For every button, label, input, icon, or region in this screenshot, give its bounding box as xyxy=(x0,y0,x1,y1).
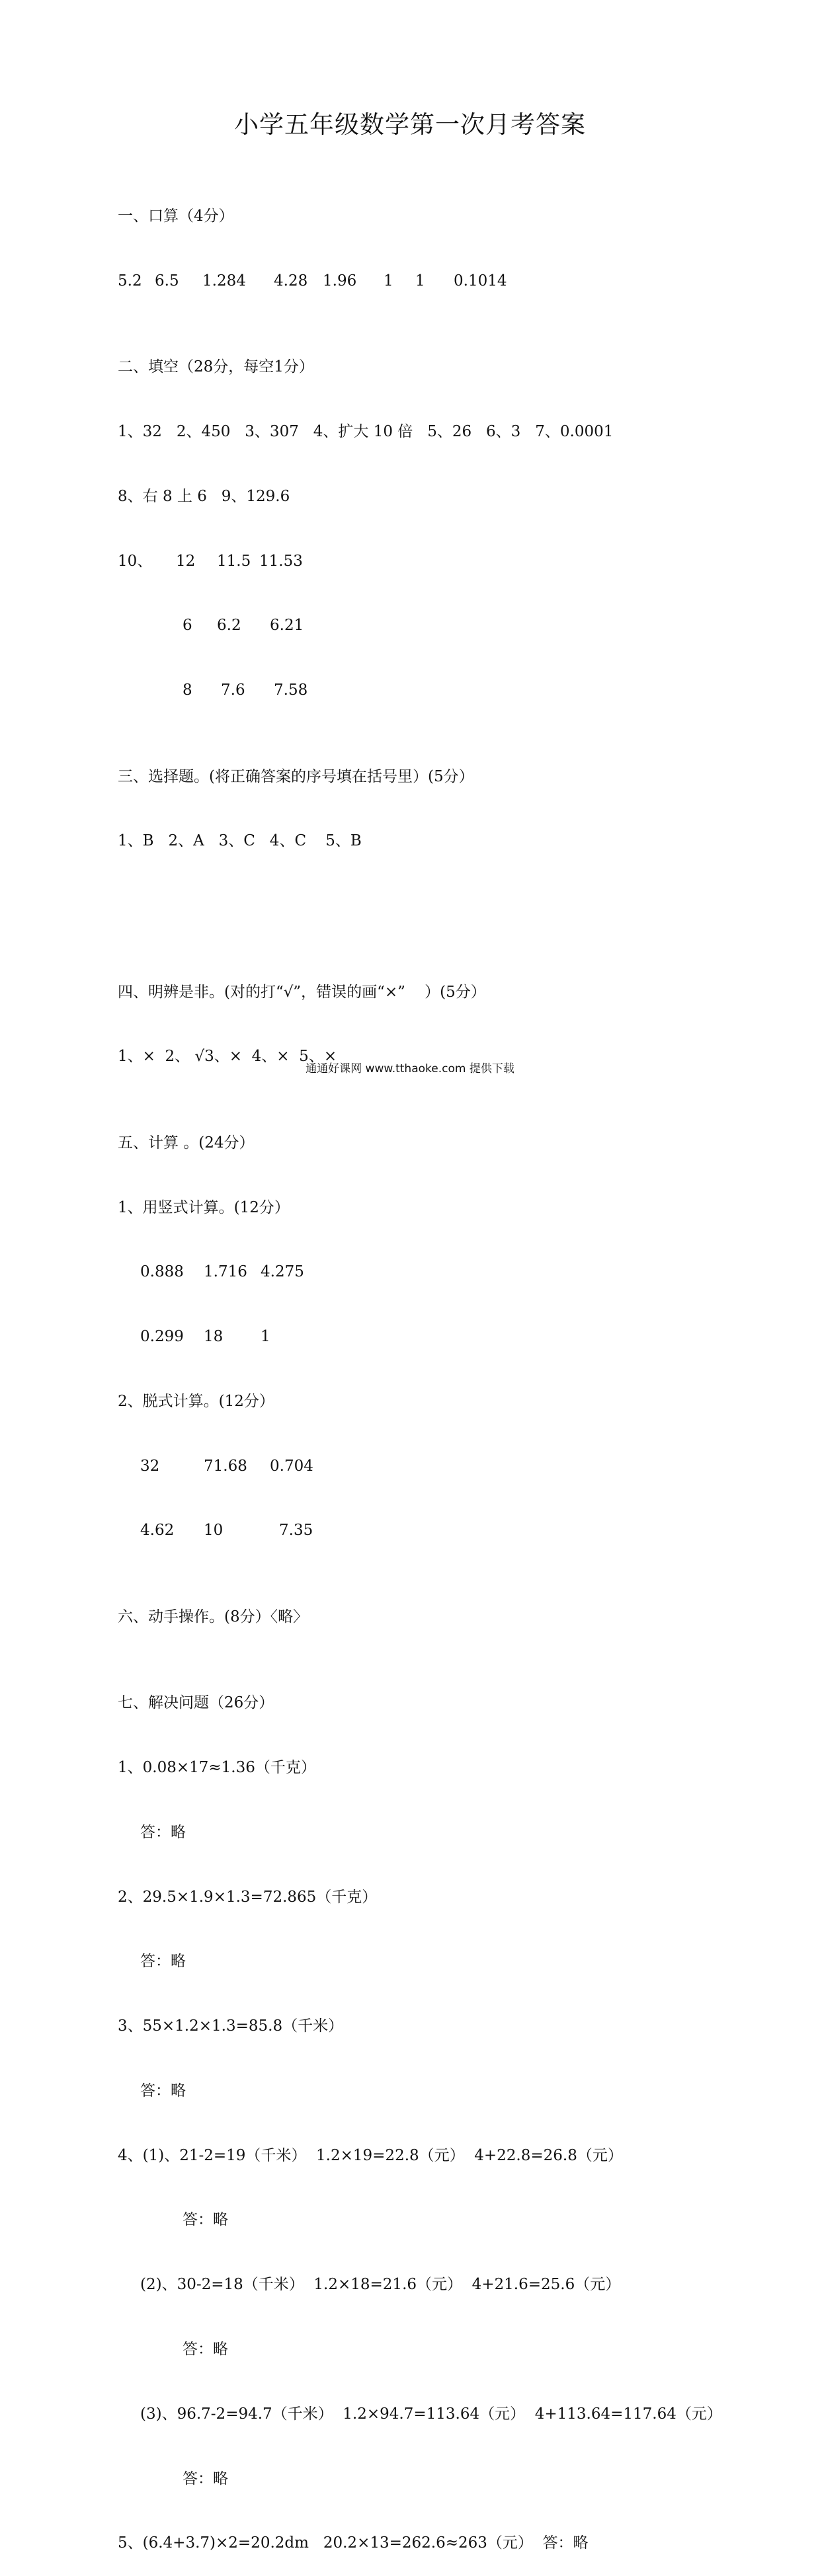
answer-cell: 7.6 xyxy=(221,682,245,699)
answer-cell: 0.299 xyxy=(140,1328,184,1346)
section-3-answers: 1、B 2、A 3、C 4、C 5、B xyxy=(118,832,362,850)
answer-cell: 4.275 xyxy=(261,1263,304,1281)
answer-cell: 8 xyxy=(183,682,192,699)
section-2-line-1: 1、32 2、450 3、307 4、扩大 10 倍 5、26 6、3 7、0.0001 xyxy=(118,423,614,441)
answer-cell: 18 xyxy=(204,1328,224,1346)
section-4-heading: 四、明辨是非。(对的打“√”，错误的画“×” ）(5分） xyxy=(118,983,486,1001)
answer-cell: 32 xyxy=(140,1457,160,1475)
problem-4-part-2: (2)、30-2=18（千米） 1.2×18=21.6（元） 4+21.6=25.6（元） xyxy=(140,2276,621,2294)
answer-cell: 0.888 xyxy=(140,1263,184,1281)
answer-cell: 7.58 xyxy=(274,682,308,699)
problem-2: 2、29.5×1.9×1.3=72.865（千克） xyxy=(118,1888,378,1906)
section-5-part-2-row xyxy=(118,1456,779,1477)
problem-4-part-3: (3)、96.7-2=94.7（千米） 1.2×94.7=113.64（元） 4+113.64=117.64（元） xyxy=(140,2405,722,2423)
answer-cell: 6.21 xyxy=(270,617,304,635)
answer-cell: 6.2 xyxy=(217,617,241,635)
section-5-part-1-row xyxy=(118,1261,779,1283)
answer-cell: 1.716 xyxy=(204,1263,247,1281)
section-1-answers xyxy=(118,270,779,292)
section-6-heading: 六、动手操作。(8分）〈略〉 xyxy=(118,1608,309,1625)
answer-body xyxy=(118,163,779,2576)
answer-note: 答：略 xyxy=(140,1953,186,1971)
q10-row-3 xyxy=(118,680,779,701)
answer-cell: 1 xyxy=(261,1328,270,1346)
answer-cell: 11.5 xyxy=(217,552,251,570)
section-5-heading: 五、计算 。(24分） xyxy=(118,1134,255,1151)
section-5-part-2-heading: 2、脱式计算。(12分） xyxy=(118,1392,274,1410)
problem-5: 5、(6.4+3.7)×2=20.2dm 20.2×13=262.6≈263（元） 答：略 xyxy=(118,2534,589,2552)
answer-cell: 4.28 xyxy=(274,272,308,290)
problem-1: 1、0.08×17≈1.36（千克） xyxy=(118,1758,316,1776)
answer-note: 答：略 xyxy=(140,1823,186,1841)
answer-note: 答：略 xyxy=(183,2340,228,2358)
page-footer: 通通好课网 www.tthaoke.com 提供下载 xyxy=(306,1062,514,1075)
answer-note: 答：略 xyxy=(183,2211,228,2229)
answer-cell: 0.704 xyxy=(270,1457,313,1475)
answer-cell: 6 xyxy=(183,617,192,635)
answer-cell: 7.35 xyxy=(279,1522,313,1540)
answer-cell: 10 xyxy=(204,1522,224,1540)
answer-cell: 4.62 xyxy=(140,1522,175,1540)
answer-cell: 6.5 xyxy=(155,272,179,290)
page-title: 小学五年级数学第一次月考答案 xyxy=(234,110,586,139)
problem-3: 3、55×1.2×1.3=85.8（千米） xyxy=(118,2017,344,2035)
section-5-part-2-row xyxy=(118,1520,779,1542)
section-5-part-1-row xyxy=(118,1326,779,1348)
blank-line xyxy=(118,895,779,917)
section-2-line-2: 8、右 8 上 6 9、129.6 xyxy=(118,487,290,505)
answer-cell: 5.2 xyxy=(118,272,142,290)
section-5-part-1-heading: 1、用竖式计算。(12分） xyxy=(118,1198,290,1216)
section-7-heading: 七、解决问题（26分） xyxy=(118,1694,274,1712)
problem-4-part-1: 4、(1)、21-2=19（千米） 1.2×19=22.8（元） 4+22.8=26.8（元） xyxy=(118,2146,623,2164)
section-4-answers: 1、× 2、 √3、× 4、× 5、× xyxy=(118,1048,337,1066)
answer-cell: 1.96 xyxy=(323,272,357,290)
q10-row-2 xyxy=(118,615,779,637)
q10-row-1 xyxy=(118,551,779,572)
answer-note: 答：略 xyxy=(140,2082,186,2099)
answer-cell: 11.53 xyxy=(259,552,303,570)
section-3-heading: 三、选择题。(将正确答案的序号填在括号里）(5分） xyxy=(118,767,474,785)
answer-note: 答：略 xyxy=(183,2470,228,2487)
answer-cell: 1 xyxy=(384,272,393,290)
answer-cell: 1.284 xyxy=(202,272,246,290)
section-1-heading: 一、口算（4分） xyxy=(118,208,234,225)
answer-cell: 1 xyxy=(415,272,425,290)
section-2-heading: 二、填空（28分，每空1分） xyxy=(118,358,314,376)
answer-cell: 71.68 xyxy=(204,1457,247,1475)
q10-label: 10、 xyxy=(118,552,153,570)
answer-cell: 0.1014 xyxy=(454,272,507,290)
answer-cell: 12 xyxy=(176,552,196,570)
